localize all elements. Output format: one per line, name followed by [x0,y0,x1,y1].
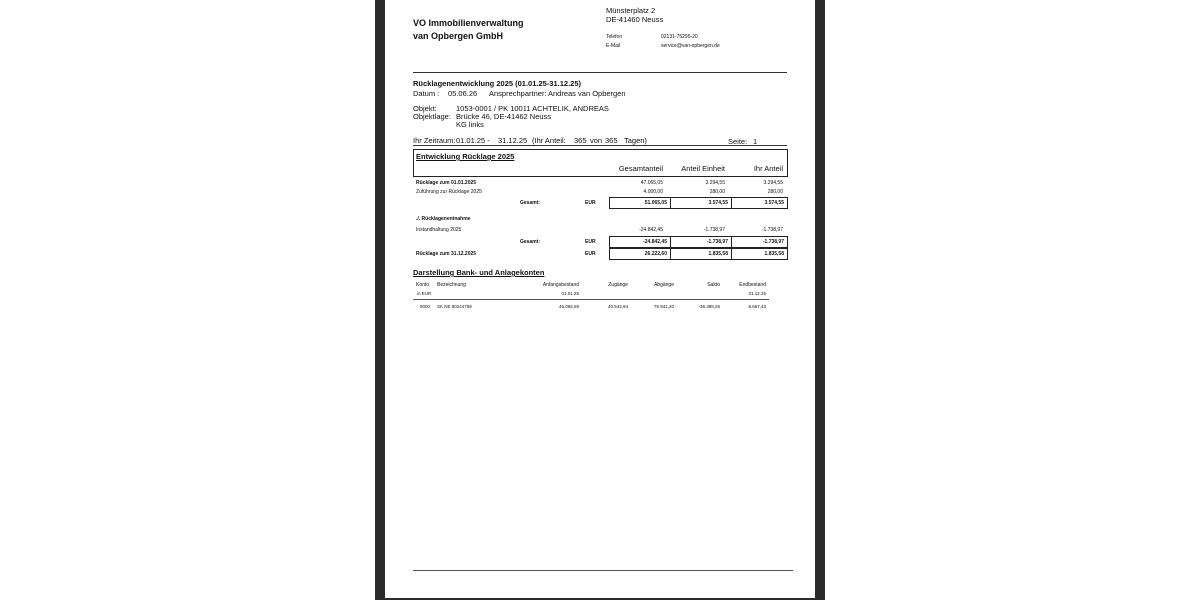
contact-label: Ansprechpartner: [489,89,547,98]
subtotal1-currency: EUR [585,200,596,206]
period-divider [413,145,787,146]
maintenance-label: Instandhaltung 2025 [416,227,462,233]
objektlage-label: Objektlage: [413,112,451,121]
bank-header-anfang-sub: 01.01.25 [561,291,579,296]
contact-value: Andreas van Opbergen [548,89,626,98]
bank-header-divider [413,299,769,300]
phone-value: 02131-75295-20 [661,34,698,40]
bank-row-abgaenge: 76.941,20 [653,304,674,309]
page-number: 1 [753,137,758,146]
opening-total: 47.065,05 [640,180,663,186]
email-value: service@van-opbergen.de [661,43,720,49]
objektlage-value-2: KG links [456,120,484,129]
phone-label: Telefon [606,34,623,40]
bank-header-end: Endbestand [739,282,766,288]
header-divider [413,72,787,73]
company-street: Münsterplatz 2 [606,6,656,15]
addition-total: 4.000,00 [643,189,663,195]
bank-header-saldo: Saldo [707,282,720,288]
objektlage-value: Brücke 46, DE-41462 Neuss [456,112,552,121]
bank-header-konto: Konto [416,282,430,288]
period-label: Ihr Zeitraum: [413,136,456,145]
bank-row-konto: 9000 [420,304,431,309]
share-label: (Ihr Anteil: [532,136,566,145]
share-total: 365 [605,136,618,145]
bank-row-anfang: 45.065,69 [558,304,579,309]
period-to: 31.12.25 [498,136,528,145]
bank-row-bezeichnung: SK NE 80244759 [437,304,472,309]
period-from: 01.01.25 - [456,136,490,145]
email-label: E-Mail [606,43,621,49]
maintenance-yours: -1.738,97 [761,227,783,233]
company-name-line1: VO Immobilienverwaltung [413,18,524,28]
subtotal1-unit: 3.574,55 [670,197,732,209]
subtotal1-yours: 3.574,55 [731,197,788,209]
bank-header-zugaenge: Zugänge [608,282,628,288]
subtotal2-total: -24.842,45 [609,236,671,248]
date-label: Datum : [413,89,440,98]
objekt-value: 1053-0001 / PK 10011 ACHTELIK, ANDREAS [456,104,609,113]
opening-label: Rücklage zum 01.01.2025 [416,180,477,186]
closing-currency: EUR [585,251,596,257]
opening-yours: 3.294,55 [763,180,783,186]
share-of: von [590,136,603,145]
share-days: 365 [574,136,587,145]
opening-unit: 3.294,55 [705,180,725,186]
addition-yours: 280,00 [767,189,783,195]
footer-divider [413,570,793,571]
maintenance-total: -24.842,45 [639,227,663,233]
maintenance-unit: -1.738,97 [703,227,725,233]
bank-header-konto-sub: in EUR [417,291,432,296]
subtotal1-total: 51.065,05 [609,197,671,209]
reserve-section-title: Entwicklung Rücklage 2025 [416,152,515,161]
bank-row-saldo: -36.398,26 [698,304,720,309]
bank-header-end-sub: 31.12.25 [748,291,766,296]
bank-row-end: 8.667,43 [748,304,766,309]
col-header-unit: Anteil Einheit [681,164,725,173]
closing-yours: 1.835,58 [731,248,788,260]
bank-header-anfang: Anfangsbestand [542,282,579,288]
bank-header-bezeichnung: Bezeichnung [437,282,466,288]
subtotal2-yours: -1.738,97 [731,236,788,248]
bank-row-zugaenge: 40.542,94 [607,304,628,309]
subtotal2-label: Gesamt: [520,239,541,245]
col-header-total: Gesamtanteil [618,164,663,173]
col-header-yours: Ihr Anteil [753,164,783,173]
withdrawal-header: ./. Rücklagenentnahme [416,216,471,222]
share-unit: Tagen) [624,136,647,145]
bank-header-abgaenge: Abgänge [653,282,674,288]
company-name-line2: van Opbergen GmbH [413,31,504,41]
closing-unit: 1.835,58 [670,248,732,260]
subtotal2-unit: -1.738,97 [670,236,732,248]
subtotal2-currency: EUR [585,239,596,245]
date-value: 05.06.26 [448,89,478,98]
addition-unit: 280,00 [709,189,725,195]
company-city: DE-41460 Neuss [606,15,664,24]
subtotal1-label: Gesamt: [520,200,541,206]
document-title: Rücklagenentwicklung 2025 (01.01.25-31.12.25) [413,79,581,88]
addition-label: Zuführung zur Rücklage 2025 [416,189,482,195]
closing-total: 26.222,60 [609,248,671,260]
document-page [385,0,815,598]
page-label: Seite: [728,137,748,146]
bank-section-title: Darstellung Bank- und Anlagekonten [413,268,545,277]
closing-label: Rücklage zum 31.12.2025 [416,251,477,257]
objekt-label: Objekt: [413,104,437,113]
